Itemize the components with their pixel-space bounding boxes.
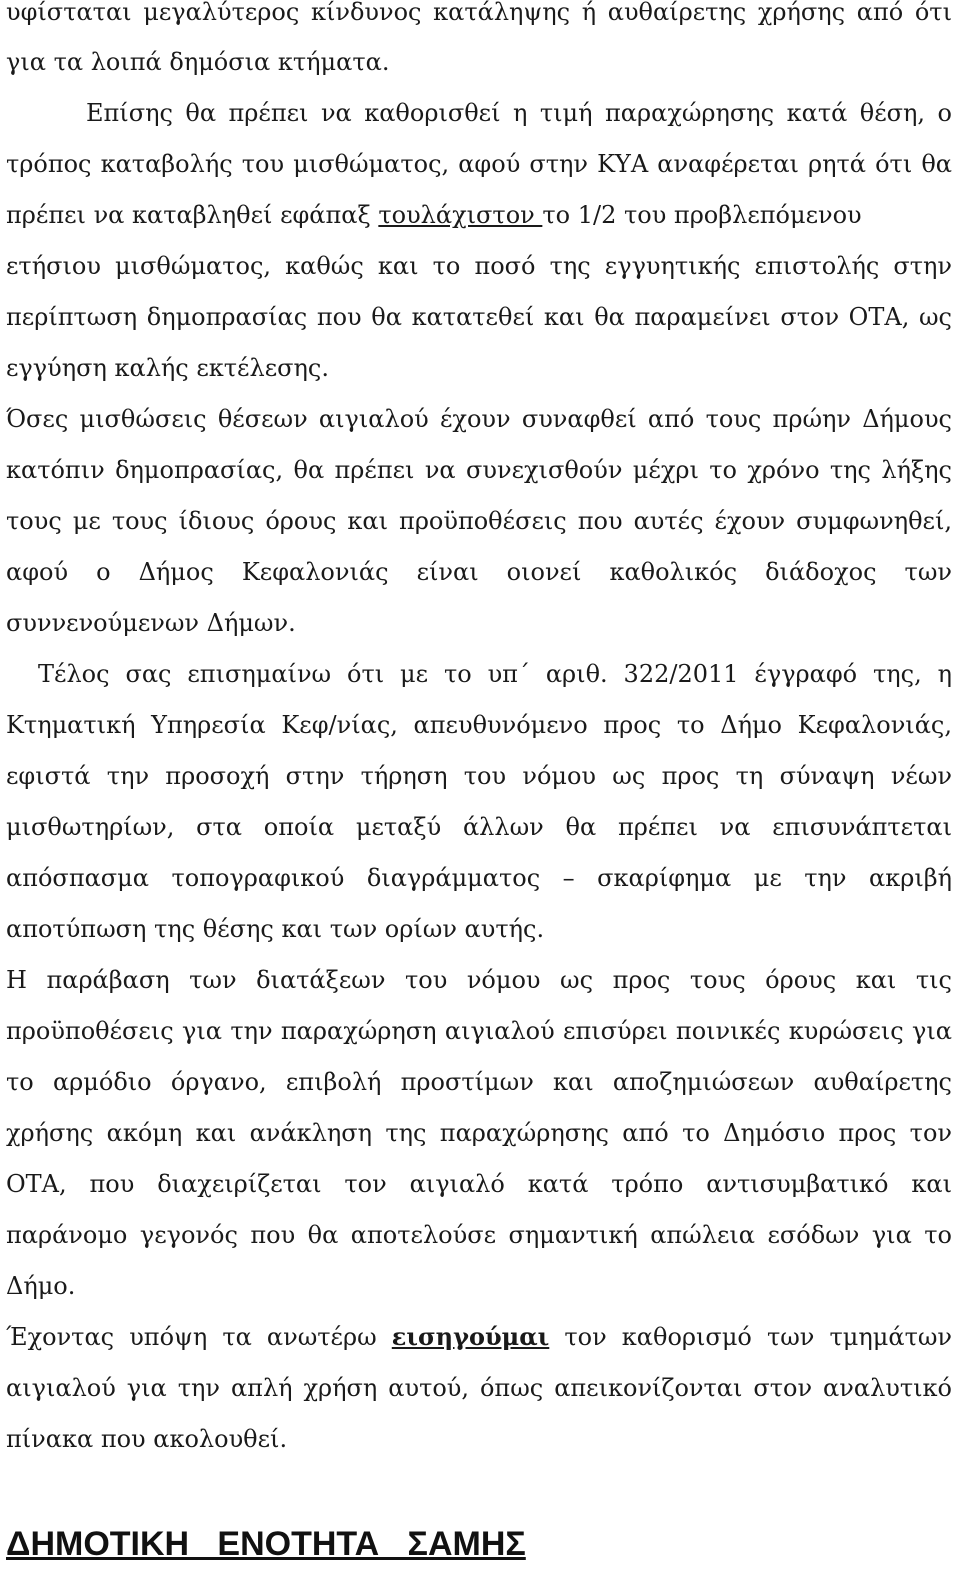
text-line: τους με τους ίδιους όρους και προϋποθέσεις που αυτές έχουν συμφωνηθεί, xyxy=(6,507,952,535)
text-line: προϋποθέσεις για την παραχώρηση αιγιαλού επισύρει ποινικές κυρώσεις για xyxy=(6,1017,952,1045)
text-line: παράνομο γεγονός που θα αποτελούσε σημαντική απώλεια εσόδων για το xyxy=(6,1221,952,1249)
text-line xyxy=(6,1322,952,1352)
text-line: συννενούμενων Δήμων. xyxy=(6,609,296,637)
text-line: αιγιαλού για την απλή χρήση αυτού, όπως απεικονίζονται στον αναλυτικό xyxy=(6,1374,952,1402)
text-line: αποτύπωση της θέσης και των ορίων αυτής. xyxy=(6,915,545,943)
text-line: μισθωτηρίων, στα οποία μεταξύ άλλων θα πρέπει να επισυνάπτεται xyxy=(6,813,952,841)
underlined-text: τουλάχιστον xyxy=(378,201,543,229)
text-line: εγγύηση καλής εκτέλεσης. xyxy=(6,354,329,382)
text-span: τον καθορισμό των τμημάτων xyxy=(549,1323,952,1351)
text-line: αφού ο Δήμος Κεφαλονιάς είναι οιονεί καθολικός διάδοχος των xyxy=(6,558,952,586)
text-line: εφιστά την προσοχή στην τήρηση του νόμου ως προς τη σύναψη νέων xyxy=(6,762,952,790)
text-line: Κτηματική Υπηρεσία Κεφ/νίας, απευθυνόμενο προς το Δήμο Κεφαλονιάς, xyxy=(6,711,952,739)
text-span: πρέπει να καταβληθεί εφάπαξ xyxy=(6,201,379,229)
text-line xyxy=(6,200,952,230)
text-line: υφίσταται μεγαλύτερος κίνδυνος κατάληψης ή αυθαίρετης χρήσης από ότι xyxy=(6,0,952,26)
emphasized-text: εισηγούμαι xyxy=(391,1322,550,1351)
text-line: περίπτωση δημοπρασίας που θα κατατεθεί και θα παραμείνει στον ΟΤΑ, ως xyxy=(6,303,952,331)
section-heading: ΔΗΜΟΤΙΚΗ ΕΝΟΤΗΤΑ ΣΑΜΗΣ xyxy=(6,1525,526,1563)
text-line: για τα λοιπά δημόσια κτήματα. xyxy=(6,48,390,76)
text-line: χρήσης ακόμη και ανάκληση της παραχώρησης από το Δημόσιο προς τον xyxy=(6,1119,952,1147)
text-line: πίνακα που ακολουθεί. xyxy=(6,1425,288,1453)
text-line: ετήσιου μισθώματος, καθώς και το ποσό της εγγυητικής επιστολής στην xyxy=(6,252,952,280)
text-line: Η παράβαση των διατάξεων του νόμου ως προς τους όρους και τις xyxy=(6,966,952,994)
text-line: απόσπασμα τοπογραφικού διαγράμματος – σκαρίφημα με την ακριβή xyxy=(6,864,952,892)
text-line: Δήμο. xyxy=(6,1272,76,1300)
text-line: τρόπος καταβολής του μισθώματος, αφού στην ΚΥΑ αναφέρεται ρητά ότι θα xyxy=(6,150,952,178)
text-span: το 1/2 του προβλεπόμενου xyxy=(542,201,862,229)
text-span: Έχοντας υπόψη τα ανωτέρω xyxy=(6,1323,392,1351)
text-line: το αρμόδιο όργανο, επιβολή προστίμων και αποζημιώσεων αυθαίρετης xyxy=(6,1068,952,1096)
text-line: Όσες μισθώσεις θέσεων αιγιαλού έχουν συναφθεί από τους πρώην Δήμους xyxy=(6,405,952,433)
text-line: Τέλος σας επισημαίνω ότι με το υπ΄ αριθ. 322/2011 έγγραφό της, η xyxy=(38,660,952,688)
text-line: Επίσης θα πρέπει να καθορισθεί η τιμή παραχώρησης κατά θέση, ο xyxy=(86,99,952,127)
text-line: κατόπιν δημοπρασίας, θα πρέπει να συνεχισθούν μέχρι το χρόνο της λήξης xyxy=(6,456,952,484)
text-line: ΟΤΑ, που διαχειρίζεται τον αιγιαλό κατά τρόπο αντισυμβατικό και xyxy=(6,1170,952,1198)
